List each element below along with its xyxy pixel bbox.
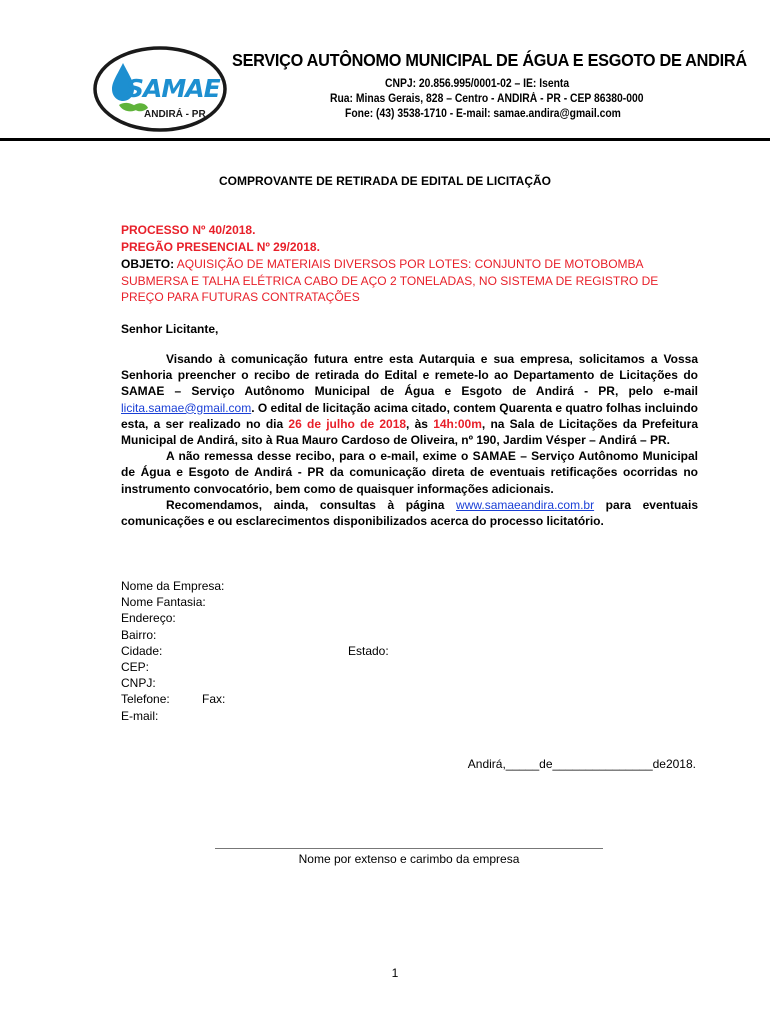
header-contact: Fone: (43) 3538-1710 - E-mail: samae.andira@gmail.com — [345, 108, 621, 120]
website-link[interactable]: www.samaeandira.com.br — [456, 497, 595, 512]
paragraph-2: A não remessa desse recibo, para o e-mail, exime o SAMAE – Serviço Autônomo Municipal de Água e Esgoto de Andirá - PR da comunicação direta de eventuais retificações ocorridas no instrumento convocatório, bem como de quaisquer informações adicionais. — [121, 449, 698, 496]
field-city-state-row — [121, 643, 389, 659]
field-phone-fax-row — [121, 691, 224, 707]
process-number: PROCESSO Nº 40/2018. — [121, 223, 256, 237]
date-line: Andirá,_____de_______________de2018. — [467, 757, 696, 771]
page-number: 1 — [391, 966, 399, 980]
object-text: AQUISIÇÃO DE MATERIAIS DIVERSOS POR LOTES: CONJUNTO DE MOTOBOMBA SUBMERSA E TALHA ELÉTRICA CABO DE AÇO 2 TONELADAS, NO SISTEMA DE REGISTRO DE PREÇO PARA FUTURAS CONTRATAÇÕES — [121, 257, 659, 304]
field-address: Endereço: — [121, 611, 176, 626]
field-cep: CEP: — [121, 659, 150, 674]
email-link[interactable]: licita.samae@gmail.com — [121, 400, 252, 415]
header-address: Rua: Minas Gerais, 828 – Centro - ANDIRÁ - PR - CEP 86380-000 — [330, 93, 644, 105]
paragraph-1: Visando à comunicação futura entre esta Autarquia e sua empresa, solicitamos a Vossa Senhoria preencher o recibo de retirada do Edital e remete-lo ao Departamento de Licitações do SAMAE – Serviço Autônomo Municipal de Água e Esgoto de Andirá - PR, pelo e-mail licita.samae@gmail.com. O edital de licitação acima citado, contem Quarenta e quatro folhas incluindo esta, a ser realizado no dia 26 de julho de 2018, às 14h:00m, na Sala de Licitações da Prefeitura Municipal de Andirá, sito à Rua Mauro Cardoso de Oliveira, nº 190, Jardim Vésper – Andirá – PR. — [121, 352, 698, 448]
company-form — [121, 578, 389, 724]
process-object — [121, 256, 701, 306]
header-cnpj: CNPJ: 20.856.995/0001-02 – IE: Isenta — [385, 78, 570, 90]
field-cnpj: CNPJ: — [121, 676, 156, 691]
field-trade-name: Nome Fantasia: — [121, 595, 206, 610]
document-title: COMPROVANTE DE RETIRADA DE EDITAL DE LICITAÇÃO — [218, 174, 551, 188]
salutation: Senhor Licitante, — [121, 322, 219, 336]
object-label: OBJETO: — [121, 257, 175, 271]
paragraph-3: Recomendamos, ainda, consultas à página www.samaeandira.com.br para eventuais comunicações e ou esclarecimentos disponibilizados acerca do processo licitatório. — [121, 497, 698, 529]
pregao-number: PREGÃO PRESENCIAL Nº 29/2018. — [121, 240, 320, 254]
session-date: 26 de julho de 2018 — [288, 416, 407, 431]
field-state: Estado: — [348, 643, 389, 658]
body-text — [121, 351, 698, 529]
field-company-name: Nome da Empresa: — [121, 579, 225, 593]
header-divider — [0, 138, 770, 141]
organization-name: SERVIÇO AUTÔNOMO MUNICIPAL DE ÁGUA E ESGOTO DE ANDIRÁ — [232, 50, 747, 70]
signature-caption: Nome por extenso e carimbo da empresa — [298, 852, 520, 866]
logo-subtext: ANDIRÁ - PR — [144, 109, 206, 120]
logo-text: SAMAE — [126, 74, 220, 103]
signature-line — [215, 848, 603, 849]
field-city: Cidade: — [121, 643, 163, 658]
field-phone: Telefone: — [121, 692, 170, 707]
field-email: E-mail: — [121, 708, 159, 723]
samae-logo — [92, 45, 228, 133]
field-fax: Fax: — [202, 692, 226, 707]
session-time: 14h:00m — [433, 416, 482, 431]
field-district: Bairro: — [121, 627, 157, 642]
